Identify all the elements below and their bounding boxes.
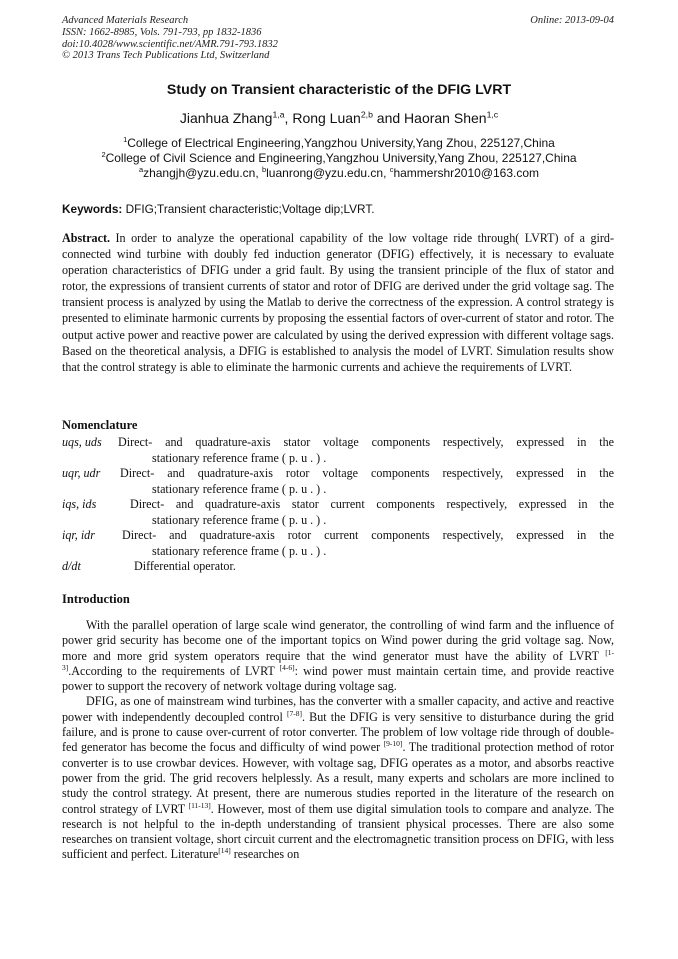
nomenclature-item bbox=[62, 559, 614, 575]
affiliation-mark: 2 bbox=[101, 150, 106, 159]
paragraph-text: DFIG, as one of mainstream wind turbines, has the converter with a smaller capacity, and active and reactive power with independently decoupled control bbox=[62, 694, 614, 724]
author-separator: , bbox=[284, 110, 293, 126]
nomenclature-continuation: stationary reference frame ( p. u . ) . bbox=[152, 450, 327, 465]
citation[interactable]: [11-13] bbox=[188, 800, 211, 810]
paragraph bbox=[62, 694, 614, 862]
author-name: Haoran Shen bbox=[404, 110, 487, 126]
nomenclature-symbol: iqr, idr bbox=[62, 528, 95, 542]
author-affiliation-mark: 2,b bbox=[360, 109, 373, 120]
nomenclature-title: Nomenclature bbox=[62, 418, 138, 432]
paragraph-text: .According to the requirements of LVRT bbox=[68, 663, 280, 678]
abstract bbox=[62, 230, 614, 375]
nomenclature-description: Differential operator. bbox=[134, 559, 236, 573]
keywords-label: Keywords: bbox=[62, 202, 126, 216]
author-name: Jianhua Zhang bbox=[179, 110, 273, 126]
nomenclature-item bbox=[62, 497, 614, 529]
nomenclature-item bbox=[62, 528, 614, 560]
author-affiliation-mark: 1,c bbox=[486, 109, 499, 120]
journal-header bbox=[62, 15, 278, 62]
email-line bbox=[0, 166, 678, 181]
paragraph bbox=[62, 618, 614, 694]
citation[interactable]: [4-6] bbox=[279, 662, 295, 672]
citation[interactable]: [9-10] bbox=[383, 739, 403, 749]
affiliation-1 bbox=[0, 136, 678, 151]
nomenclature-continuation: stationary reference frame ( p. u . ) . bbox=[152, 543, 327, 558]
nomenclature-symbol: iqs, ids bbox=[62, 497, 97, 511]
keywords bbox=[62, 202, 614, 216]
paragraph-text: : wind power must maintain certain time, and provide reactive power to support the recovery of network voltage during voltage sag. bbox=[62, 663, 614, 694]
paragraph-text: With the parallel operation of large scale wind generator, the controlling of wind farm and the influence of power grid security has become one of the important topics on Wind power during the grid voltage sag. Now, more and more grid system operators require that the wind generator must have the ability of LVRT bbox=[62, 618, 614, 663]
keywords-text: DFIG;Transient characteristic;Voltage dip;LVRT. bbox=[125, 202, 375, 216]
online-date: Online: 2013-09-04 bbox=[530, 15, 614, 26]
email-link[interactable]: luanrong@yzu.edu.cn, bbox=[266, 166, 390, 180]
nomenclature-description: Direct- and quadrature-axis stator current components respectively, expressed in the bbox=[130, 497, 614, 511]
abstract-text: In order to analyze the operational capability of the low voltage ride through( LVRT) of a gird-connected wind turbine with doubly fed induction generator (DFIG) effectively, it is necessary to evaluate operation characteristics of DFIG under a grid fault. By using the transient principle of the flux of stator and rotor, the expressions of transient currents of stator and rotor of DFIG are derived under the grid voltage sag. The transient process is analyzed by using the Matlab to derive the correctness of the expression. A control strategy is presented to eliminate harmonic currents by proposing the essential factors of over-current of stator and rotor. The output active power and reactive power are calculated by using the derived expression with different voltage sags. Based on the theoretical analysis, a DFIG is established to analysis the model of LVRT. Simulation results show that the control strategy is able to eliminate the harmonic currents and achieve the requirements of LVRT. bbox=[62, 231, 614, 374]
journal-copyright: © 2013 Trans Tech Publications Ltd, Switzerland bbox=[62, 50, 270, 62]
nomenclature-symbol: uqr, udr bbox=[62, 466, 101, 480]
journal-name: Advanced Materials Research bbox=[62, 15, 189, 26]
author-name: Rong Luan bbox=[292, 110, 361, 126]
email-link[interactable]: zhangjh@yzu.edu.cn, bbox=[143, 166, 262, 180]
nomenclature-item bbox=[62, 466, 614, 498]
citation[interactable]: [1-3] bbox=[62, 647, 614, 672]
affiliation-text: College of Electrical Engineering,Yangzhou University,Yang Zhou, 225127,China bbox=[127, 136, 555, 150]
nomenclature-item bbox=[62, 435, 614, 467]
author-list bbox=[0, 110, 678, 126]
citation[interactable]: [14] bbox=[218, 846, 231, 856]
journal-doi: doi:10.4028/www.scientific.net/AMR.791-793.1832 bbox=[62, 38, 278, 50]
paragraph-text: . However, most of them use digital simulation tools to compare and analyze. The research is not helpful to the in-depth understanding of transient physical processes. There are also some researches on transient voltage, short circuit current and the electromagnetic transition process on DFIG, with less sufficient and perfect. Literature bbox=[62, 801, 614, 862]
journal-issn: ISSN: 1662-8985, Vols. 791-793, pp 1832-1836 bbox=[62, 26, 262, 38]
section-title: Introduction bbox=[62, 592, 130, 606]
nomenclature-symbol: d/dt bbox=[62, 559, 81, 573]
nomenclature-continuation: stationary reference frame ( p. u . ) . bbox=[152, 512, 327, 527]
introduction-body bbox=[62, 618, 614, 863]
author-affiliation-mark: 1,a bbox=[272, 109, 285, 120]
email-mark: b bbox=[262, 165, 267, 174]
paper-title: Study on Transient characteristic of the DFIG LVRT bbox=[166, 82, 512, 98]
paragraph-text: . But the DFIG is very sensitive to disturbance during the grid failure, and is prone to cause over-current of rotor converter. The problem of low voltage ride through of double-fed generator has become the focus and difficulty of wind power bbox=[62, 709, 614, 755]
email-mark: c bbox=[389, 165, 394, 174]
nomenclature-description: Direct- and quadrature-axis rotor voltage components respectively, expressed in the bbox=[120, 466, 614, 480]
abstract-label: Abstract. bbox=[62, 231, 111, 245]
nomenclature-description: Direct- and quadrature-axis rotor current components respectively, expressed in the bbox=[122, 528, 614, 542]
nomenclature-symbol: uqs, uds bbox=[62, 435, 102, 449]
email-mark: a bbox=[138, 165, 144, 174]
citation[interactable]: [7-8] bbox=[286, 708, 302, 718]
nomenclature-description: Direct- and quadrature-axis stator voltage components respectively, expressed in the bbox=[118, 435, 614, 449]
author-separator: and bbox=[372, 110, 405, 126]
affiliation-mark: 1 bbox=[123, 135, 128, 144]
email-link[interactable]: hammershr2010@163.com bbox=[393, 166, 540, 180]
affiliation-text: College of Civil Science and Engineering,Yangzhou University,Yang Zhou, 225127,China bbox=[105, 151, 577, 165]
nomenclature-continuation: stationary reference frame ( p. u . ) . bbox=[152, 481, 327, 496]
affiliation-2 bbox=[0, 151, 678, 166]
paragraph-text: researches on bbox=[230, 847, 300, 862]
paragraph-text: . The traditional protection method of rotor converter is to use crowbar devices. However, with voltage sag, DFIG operates as a motor, and absorbs reactive power from the grid. The grid recovers helplessly. As a result, many experts and scholars are more inclined to study the control strategy. At present, there are numerous studies reported in the literature of the research on control strategy of LVRT bbox=[62, 740, 614, 816]
